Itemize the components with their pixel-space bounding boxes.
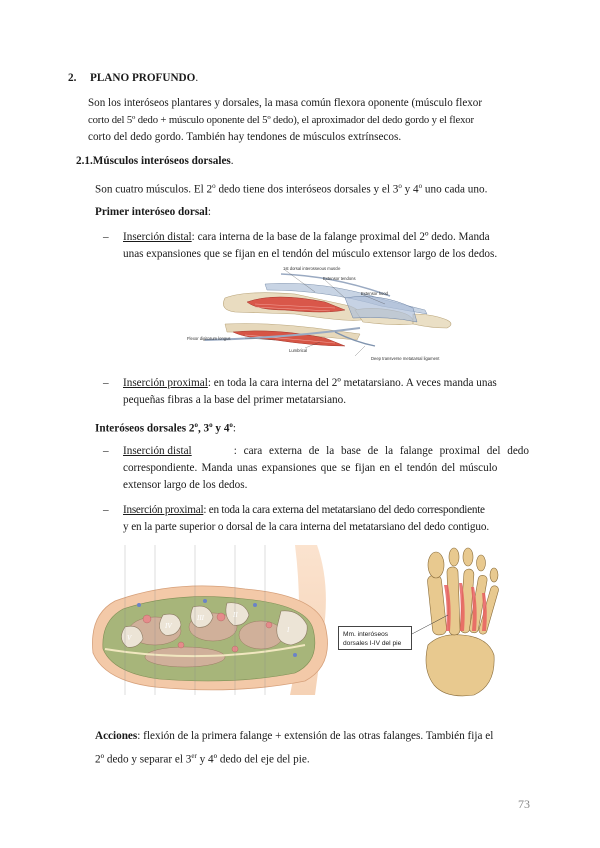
list-dash: – bbox=[103, 377, 109, 389]
distal-label: Inserción distal bbox=[123, 445, 192, 457]
acciones-text: y 4º dedo del eje del pie. bbox=[196, 753, 310, 766]
list-dash: – bbox=[103, 504, 109, 516]
superscript: o bbox=[398, 182, 402, 190]
subsection-intro bbox=[95, 178, 487, 199]
subsection-title-end: . bbox=[230, 155, 234, 167]
intro-text: uno cada uno. bbox=[422, 183, 488, 196]
superscript: o bbox=[229, 421, 233, 429]
subsection-title: Músculos interóseos dorsales bbox=[92, 155, 231, 167]
subsection-number: 2.1. bbox=[76, 155, 93, 167]
primer-distal-item bbox=[103, 229, 533, 263]
others-heading-text: y 4 bbox=[212, 422, 230, 435]
foot-cross-section-illustration bbox=[85, 545, 405, 695]
others-distal-item bbox=[103, 443, 529, 494]
list-dash: – bbox=[103, 231, 109, 243]
roman-label-iv: IV bbox=[165, 622, 172, 630]
label-extensor-tendons: Extensor tendons bbox=[323, 276, 356, 281]
proximal-text: : en toda la cara interna del 2º metatarsiano. A veces manda unas bbox=[207, 377, 497, 389]
proximal-text: pequeñas fibras a la base del primer metatarsiano. bbox=[123, 394, 347, 406]
para-line: corto del 5º dedo + músculo oponente del 5º dedo), el aproximador del dedo gordo y el flexor bbox=[88, 114, 474, 126]
others-heading-text: Interóseos dorsales 2 bbox=[95, 422, 195, 435]
primer-heading bbox=[95, 204, 211, 221]
distal-text: : cara interna de la base de la falange proximal del 2º dedo. Manda bbox=[191, 231, 490, 243]
para-line: corto del dedo gordo. También hay tendones de músculos extrínsecos. bbox=[88, 131, 402, 143]
intro-text: y 4 bbox=[401, 183, 419, 196]
list-line bbox=[123, 375, 533, 392]
intro-text: Son cuatro músculos. El 2 bbox=[95, 183, 213, 196]
primer-heading-text: Primer interóseo dorsal bbox=[95, 206, 208, 218]
intro-text: dedo tiene dos interóseos dorsales y el 3 bbox=[215, 183, 399, 196]
section-number: 2. bbox=[68, 72, 77, 84]
distal-label: Inserción distal bbox=[123, 231, 192, 243]
distal-text: : cara externa de la base de la falange proximal del dedo bbox=[233, 445, 529, 457]
proximal-label: Inserción proximal bbox=[123, 504, 204, 516]
box-line: Mm. interóseos bbox=[343, 631, 389, 638]
acciones-label: Acciones bbox=[95, 730, 138, 742]
others-heading-end: : bbox=[232, 422, 237, 435]
section-2-heading bbox=[68, 70, 198, 87]
acciones-text: 2º dedo y separar el 3 bbox=[95, 753, 192, 766]
acciones-line bbox=[95, 728, 493, 745]
label-extensor-hood: Extensor hood bbox=[361, 291, 389, 296]
para-line: Son los interóseos plantares y dorsales, la masa común flexora oponente (músculo flexor bbox=[88, 97, 483, 109]
label-deep-transverse: Deep transverse metatarsal ligament bbox=[371, 356, 440, 361]
roman-label-ii: II bbox=[233, 611, 238, 619]
first-dorsal-interosseous-illustration bbox=[185, 262, 465, 366]
superscript: o bbox=[209, 421, 213, 429]
page-number: 73 bbox=[518, 797, 530, 811]
list-dash: – bbox=[103, 445, 109, 457]
superscript: o bbox=[194, 421, 198, 429]
mm-interoseos-label-box bbox=[338, 626, 412, 650]
acciones-text: : flexión de la primera falange + extensión de las otras falanges. También fija el bbox=[137, 730, 494, 742]
label-flexor-digitorum: Flexor digitorum longus bbox=[187, 336, 231, 341]
proximal-text: : en toda la cara externa del metatarsiano del dedo correspondiente bbox=[203, 504, 485, 516]
primer-heading-end: : bbox=[207, 206, 211, 218]
label-lumbrical: Lumbrical bbox=[289, 348, 308, 353]
others-proximal-item bbox=[103, 502, 533, 536]
proximal-text: y en la parte superior o dorsal de la cara interna del metatarsiano del dedo contiguo. bbox=[123, 521, 490, 533]
list-line bbox=[123, 502, 533, 519]
superscript: er bbox=[191, 752, 197, 760]
section-title-end: . bbox=[195, 72, 199, 84]
foot-skeleton-illustration bbox=[410, 545, 520, 700]
proximal-label: Inserción proximal bbox=[123, 377, 208, 389]
acciones-paragraph bbox=[95, 728, 493, 769]
distal-text: correspondiente. Manda unas expansiones que se fijan en el tendón del músculo bbox=[123, 462, 498, 474]
box-line: dorsales I-IV del pie bbox=[343, 640, 402, 647]
intro-paragraph bbox=[88, 95, 533, 146]
distal-text: unas expansiones que se fijan en el tendón del músculo extensor largo de los dedos. bbox=[123, 248, 498, 260]
distal-text: extensor largo de los dedos. bbox=[123, 479, 248, 491]
superscript: o bbox=[212, 182, 216, 190]
superscript: o bbox=[418, 182, 423, 190]
roman-label-v: V bbox=[127, 634, 132, 642]
roman-label-iii: III bbox=[197, 614, 204, 622]
section-title: PLANO PROFUNDO bbox=[89, 72, 196, 84]
list-line bbox=[123, 443, 529, 460]
label-first-dorsal: 1st dorsal interosseous muscle bbox=[283, 266, 341, 271]
roman-label-i: I bbox=[287, 626, 290, 634]
primer-proximal-item bbox=[103, 375, 533, 409]
subsection-heading bbox=[76, 153, 234, 170]
others-heading-text: , 3 bbox=[197, 422, 210, 435]
acciones-line bbox=[95, 748, 493, 769]
others-heading bbox=[95, 417, 236, 438]
list-line bbox=[123, 229, 533, 246]
